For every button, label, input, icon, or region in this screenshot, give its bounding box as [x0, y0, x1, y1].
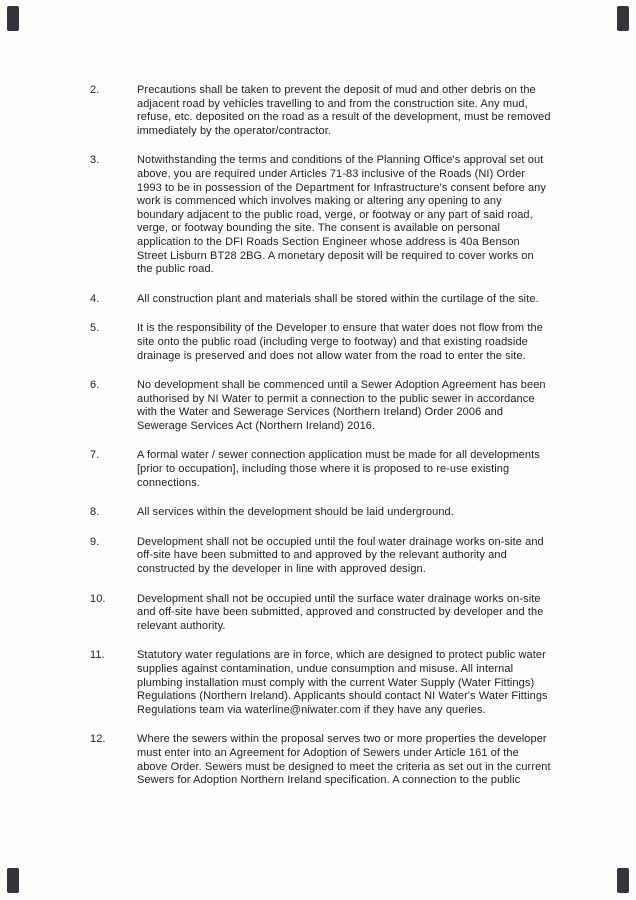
- condition-number: 7.: [90, 449, 100, 462]
- condition-number: 4.: [90, 292, 100, 305]
- condition-text-line: verge, or footway bounding the site. The consent is available on personal: [137, 222, 500, 235]
- condition-number: 5.: [90, 322, 100, 335]
- condition-text: [137, 649, 558, 717]
- condition-text-line: adjacent road by vehicles travelling to and from the construction site. Any mud,: [137, 97, 528, 110]
- condition-text-line: It is the responsibility of the Developer to ensure that water does not flow from the: [137, 322, 543, 335]
- condition-text-line: and off-site have been submitted, approved and constructed by developer and the: [137, 606, 544, 619]
- condition-number: 8.: [90, 506, 100, 519]
- condition-text-line: Regulations team via waterline@niwater.com if they have any queries.: [137, 703, 486, 716]
- condition-number: 11.: [90, 649, 105, 662]
- condition-text-line: refuse, etc. deposited on the road as a result of the development, must be removed: [137, 111, 551, 124]
- condition-number: 12.: [90, 733, 106, 746]
- condition-text: [137, 449, 558, 490]
- condition-text-line: above, you are required under Articles 71-83 inclusive of the Roads (NI) Order: [137, 167, 526, 180]
- condition-text-line: All services within the development should be laid underground.: [137, 506, 454, 519]
- condition-text-line: A formal water / sewer connection application must be made for all developments: [137, 449, 540, 462]
- condition-text-line: constructed by the developer in line with approved design.: [137, 563, 426, 576]
- condition-text-line: must enter into an Agreement for Adoption of Sewers under Article 161 of the: [137, 746, 519, 759]
- condition-text-line: authorised by NI Water to permit a connection to the public sewer in accordance: [137, 392, 535, 405]
- condition-number: 9.: [90, 535, 100, 548]
- condition-text-line: work is commenced which involves making or altering any opening to any: [137, 195, 502, 208]
- condition-text-line: immediately by the operator/contractor.: [137, 124, 332, 137]
- condition-text-line: Street Lisburn BT28 2BG. A monetary deposit will be required to cover works on: [137, 249, 534, 262]
- condition-text-line: Precautions shall be taken to prevent the deposit of mud and other debris on the: [137, 84, 536, 96]
- scan-corner-mark-bottom-left: [7, 868, 19, 893]
- condition-item-2: [90, 84, 558, 138]
- condition-text-line: connections.: [137, 476, 200, 489]
- conditions-list: [90, 84, 558, 804]
- condition-text-line: Notwithstanding the terms and conditions of the Planning Office's approval set out: [137, 154, 544, 167]
- condition-item-6: [90, 379, 558, 433]
- condition-text: [137, 322, 558, 363]
- condition-text-line: Development shall not be occupied until the surface water drainage works on-site: [137, 592, 541, 605]
- condition-text: [137, 84, 558, 138]
- condition-text-line: application to the DFI Roads Section Engineer whose address is 40a Benson: [137, 235, 520, 248]
- condition-number: 6.: [90, 379, 100, 392]
- condition-item-10: [90, 593, 558, 634]
- condition-text-line: site onto the public road (including verge to footway) and that existing roadside: [137, 335, 528, 348]
- condition-item-12: [90, 733, 558, 787]
- condition-item-11: [90, 649, 558, 717]
- condition-number: 10.: [90, 592, 106, 605]
- condition-text: [137, 593, 558, 634]
- condition-text-line: Sewers for Adoption Northern Ireland specification. A connection to the public: [137, 774, 521, 787]
- condition-text-line: with the Water and Sewerage Services (Northern Ireland) Order 2006 and: [137, 406, 504, 419]
- condition-item-5: [90, 322, 558, 363]
- condition-text-line: plumbing installation must comply with the current Water Supply (Water Fittings): [137, 676, 535, 689]
- condition-text-line: supplies against contamination, undue consumption and misuse. All internal: [137, 663, 514, 675]
- condition-item-7: [90, 449, 558, 490]
- condition-number: 2.: [90, 84, 100, 96]
- condition-text: [137, 154, 558, 276]
- scan-corner-mark-top-right: [617, 6, 629, 31]
- condition-text: [137, 293, 558, 307]
- condition-number: 3.: [90, 154, 100, 167]
- condition-item-9: [90, 536, 558, 577]
- condition-text-line: Statutory water regulations are in force, which are designed to protect public water: [137, 649, 546, 662]
- condition-text-line: above Order. Sewers must be designed to meet the criteria as set out in the current: [137, 760, 551, 773]
- condition-text-line: 1993 to be in possession of the Department for Infrastructure's consent before any: [137, 181, 546, 194]
- condition-text-line: Sewerage Services Act (Northern Ireland) 2016.: [137, 419, 376, 432]
- condition-text-line: off-site have been submitted to and approved by the relevant authority and: [137, 549, 507, 562]
- condition-item-8: [90, 506, 558, 520]
- condition-text-line: No development shall be commenced until a Sewer Adoption Agreement has been: [137, 379, 546, 392]
- condition-text-line: Regulations (Northern Ireland). Applicants should contact NI Water's Water Fittings: [137, 690, 548, 703]
- condition-text-line: Development shall not be occupied until the foul water drainage works on-site and: [137, 535, 544, 548]
- condition-item-3: [90, 154, 558, 276]
- condition-text-line: All construction plant and materials shall be stored within the curtilage of the site.: [137, 292, 539, 305]
- condition-text: [137, 536, 558, 577]
- condition-text: [137, 506, 558, 520]
- condition-text-line: the public road.: [137, 263, 214, 276]
- condition-text: [137, 733, 558, 787]
- scan-corner-mark-bottom-right: [617, 868, 629, 893]
- condition-text: [137, 379, 558, 433]
- scan-corner-mark-top-left: [7, 6, 19, 31]
- condition-text-line: drainage is preserved and does not allow water from the road to enter the site.: [137, 349, 526, 362]
- condition-text-line: [prior to occupation], including those where it is proposed to re-use existing: [137, 463, 510, 476]
- condition-text-line: Where the sewers within the proposal serves two or more properties the developer: [137, 733, 547, 746]
- condition-text-line: boundary adjacent to the public road, verge, or footway or any part of said road,: [137, 208, 533, 221]
- condition-text-line: relevant authority.: [137, 619, 226, 632]
- condition-item-4: [90, 293, 558, 307]
